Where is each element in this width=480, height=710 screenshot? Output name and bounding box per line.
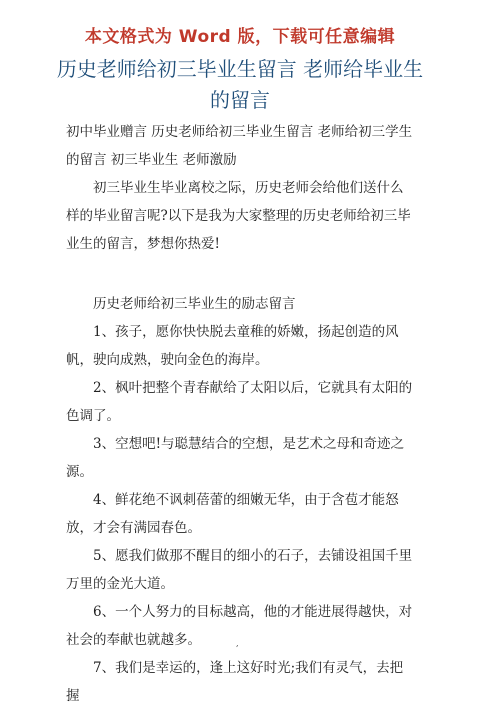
page-number-mark: ,: [236, 639, 239, 648]
list-item-3: 3、空想吧!与聪慧结合的空想，是艺术之母和奇迹之源。: [66, 436, 405, 480]
document-title-line-1: 历史老师给初三毕业生留言 老师给毕业生: [56, 57, 424, 81]
list-item-5: 5、愿我们做那不醒目的细小的石子，去铺设祖国千里万里的金光大道。: [66, 548, 413, 592]
document-body: [66, 118, 416, 710]
intro-paragraph: 初三毕业生毕业离校之际，历史老师会给他们送什么样的毕业留言呢?以下是我为大家整理的历史老师给初三毕业生的留言，梦想你热爱!: [66, 180, 411, 252]
list-item-7: 7、我们是幸运的，逢上这好时光;我们有灵气，去把握: [66, 660, 404, 704]
document-title: [40, 54, 440, 116]
paragraph-spacer: [66, 258, 416, 290]
section-title: 历史老师给初三毕业生的励志留言: [93, 296, 296, 312]
keywords-paragraph: 初中毕业赠言 历史老师给初三毕业生留言 老师给初三学生的留言 初三毕业生 老师激励: [66, 124, 413, 168]
list-item-6: 6、一个人努力的目标越高，他的才能进展得越快，对社会的奉献也就越多。: [66, 604, 413, 648]
list-item-4: 4、鲜花绝不讽刺蓓蕾的细嫩无华，由于含苞才能怒放，才会有满园春色。: [66, 492, 399, 536]
word-format-banner: 本文格式为 Word 版，下载可任意编辑: [84, 27, 396, 47]
list-item-1: 1、孩子，愿你快快脱去童稚的娇嫩，扬起创造的风帆，驶向成熟，驶向金色的海岸。: [66, 324, 399, 368]
list-item-2: 2、枫叶把整个青春献给了太阳以后，它就具有太阳的色调了。: [66, 380, 413, 424]
document-title-line-2: 的留言: [210, 88, 270, 112]
